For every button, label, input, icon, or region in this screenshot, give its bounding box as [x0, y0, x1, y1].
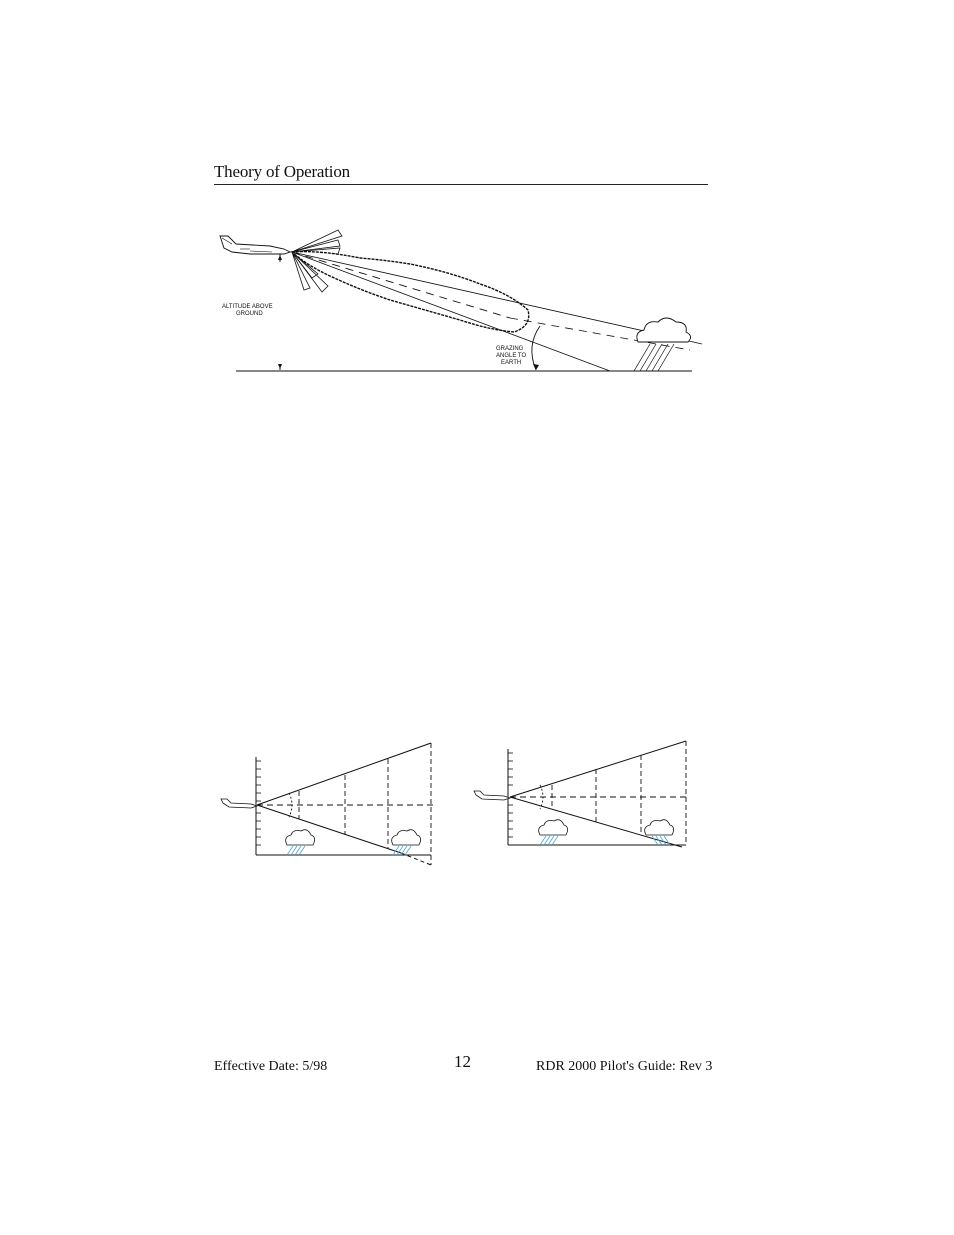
grazing-angle-arc — [532, 326, 540, 370]
storm-cloud-small-icon-right-2 — [645, 820, 674, 845]
page-section-title: Theory of Operation — [214, 162, 350, 181]
main-beam-lobe — [292, 252, 529, 332]
grazing-label-line2: ANGLE TO — [496, 353, 527, 359]
storm-cloud-small-icon-left-2 — [392, 830, 421, 855]
beam-geometry-figure-left — [215, 735, 445, 875]
grazing-label-line3: EARTH — [501, 360, 522, 366]
title-divider — [214, 184, 708, 185]
radar-beam-figure — [210, 222, 710, 382]
grazing-label-line1: GRAZING — [496, 346, 524, 352]
altitude-label-line1: ALTITUDE ABOVE — [222, 304, 273, 310]
footer-effective-date: Effective Date: 5/98 — [214, 1059, 328, 1074]
storm-cloud-small-icon-right-1 — [539, 820, 568, 845]
footer-page-number: 12 — [454, 1052, 471, 1071]
storm-cloud-icon — [634, 318, 691, 371]
altitude-label-line2: GROUND — [236, 311, 263, 317]
footer-document-title: RDR 2000 Pilot's Guide: Rev 3 — [536, 1059, 713, 1074]
airplane-small-icon-right — [474, 791, 510, 800]
storm-cloud-small-icon-left-1 — [286, 830, 315, 855]
airplane-small-icon-left — [221, 799, 257, 808]
airplane-icon — [220, 236, 290, 254]
beam-geometry-figure-right — [470, 735, 700, 855]
